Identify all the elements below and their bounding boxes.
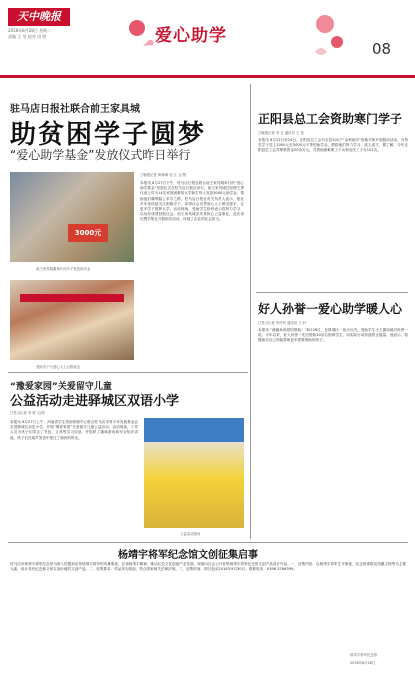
notice-rule [8, 542, 408, 543]
story2-kicker: “豫爱家园”关爱留守儿童 [10, 382, 112, 392]
lead-headline: 助贫困学子圆梦 [10, 120, 207, 150]
right2-body: 本报讯 “谢谢孙叔叔的帮助！”8月26日，在驿城区一处小区内，受助学生小王激动地对孙誉一说。今年以来，好人孙誉一先后资助10余名困难学生，用实际行动传递着正能量。他表示，将继续尽自己所能帮助更多需要帮助的孩子。 [258, 328, 408, 343]
right2-byline: □见习记者 毕玲玲 通讯员 王 轩 [258, 321, 307, 325]
story2-body: 本报讯 8月27日上午，河南省学生资助管理中心联合驻马店市青少年发展基金会走进驿城区双语小学，开展“豫爱家园”关爱留守儿童公益活动。活动现场，工作人员为孩子们带去了书包、文具等学习用品，并组织了趣味游戏和安全知识讲座。孩子们在欢声笑语中度过了愉快的时光。 [10, 420, 138, 440]
issue-date [8, 28, 98, 40]
lead-photo-1-caption: 前王家具城董事长向学子发放助学金 [36, 267, 91, 271]
column-divider [250, 84, 251, 539]
right-divider [256, 292, 408, 293]
right1-headline: 正阳县总工会资助寒门学子 [258, 112, 403, 126]
right1-byline: □晚报记者 李 玉 通讯员 王 伟 [258, 131, 304, 135]
story2-headline: 公益活动走进驿城区双语小学 [10, 394, 180, 409]
header-rule [0, 75, 415, 78]
newspaper-logo: 天中晚报 [8, 8, 70, 26]
right1-body: 本报讯 8月22日至24日，正阳县总工会对全县101户“金秋助学”资助对象开展慰问活动，为每名学子送上1000元至3000元不等的助学金，鼓励他们努力学习、成人成才。据了解，今年正阳县总工会共筹集资金20余万元，共资助困难职工子女和农民工子女101名。 [258, 138, 408, 153]
story-divider [8, 372, 248, 373]
story2-photo-caption: 公益活动现场 [180, 532, 201, 536]
story2-photo [144, 418, 244, 528]
lead-photo-2 [10, 280, 134, 360]
notice-body: 驻马店市杨靖宇将军纪念馆为深入挖掘和宣传杨靖宇将军的英雄事迹，弘扬杨靖宇精神，推动红色文化创意产业发展，现面向社会公开征集杨靖宇将军纪念馆文创产品设计作品。一、征集内容：以杨靖宇将军生平事迹、纪念馆建筑及馆藏文物等为主要元素，设计具有纪念意义和实用价值的文创产品。二、征集要求：作品须为原创，符合国家相关法律法规。三、征集时间：即日起至2018年9月30日。联系电话：0396-3766399。 [10, 562, 406, 572]
right2-headline: 好人孙誉一爱心助学暖人心 [258, 302, 403, 316]
lead-photo-1 [10, 172, 134, 262]
notice-title: 杨靖宇将军纪念馆文创征集启事 [118, 550, 258, 561]
photo-banner [20, 294, 124, 302]
lead-byline: □晚报记者 黄林琳 吴 江 文/图 [140, 173, 186, 177]
section-title: 爱心助学 [155, 26, 227, 46]
lead-kicker: 驻马店日报社联合前王家具城 [10, 104, 140, 115]
lead-body: 本报讯 8月27日下午，驻马店日报社联合前王家具城举行的“爱心助学基金”发放仪式在驻马店日报社举行。前王家具城总经理王勇代表公司为14名家庭困难的大学新生每人发放3000元助学金，帮助他们顺利踏上求学之路。驻马店日报社有关负责人表示，报社多年来持续关注困难学子，希望社会各界爱心人士伸出援手，让更多学子圆梦大学。活动现场，受助学生纷纷表示将努力学习，以优异成绩回报社会。前王家具城多年来热心公益事业，此次再次携手报社开展助学活动，体现了企业的社会担当。 [140, 181, 244, 222]
lead-photo-2-caption: 受助学子与爱心人士合影留念 [36, 365, 81, 369]
page-number: 08 [372, 40, 392, 58]
lead-subhead: “爱心助学基金”发放仪式昨日举行 [10, 148, 191, 162]
donation-board: 3000元 [68, 224, 108, 242]
notice-date: 2018年8月28日 [350, 661, 376, 665]
editors-line: 责编 王 莹 校对 田 野 [8, 34, 47, 39]
story2-byline: □见习记者 李 婷 文/图 [10, 411, 45, 415]
date-line: 2018年8月28日 星期二 [8, 28, 52, 33]
notice-signature: 杨靖宇将军纪念馆 [350, 653, 378, 657]
